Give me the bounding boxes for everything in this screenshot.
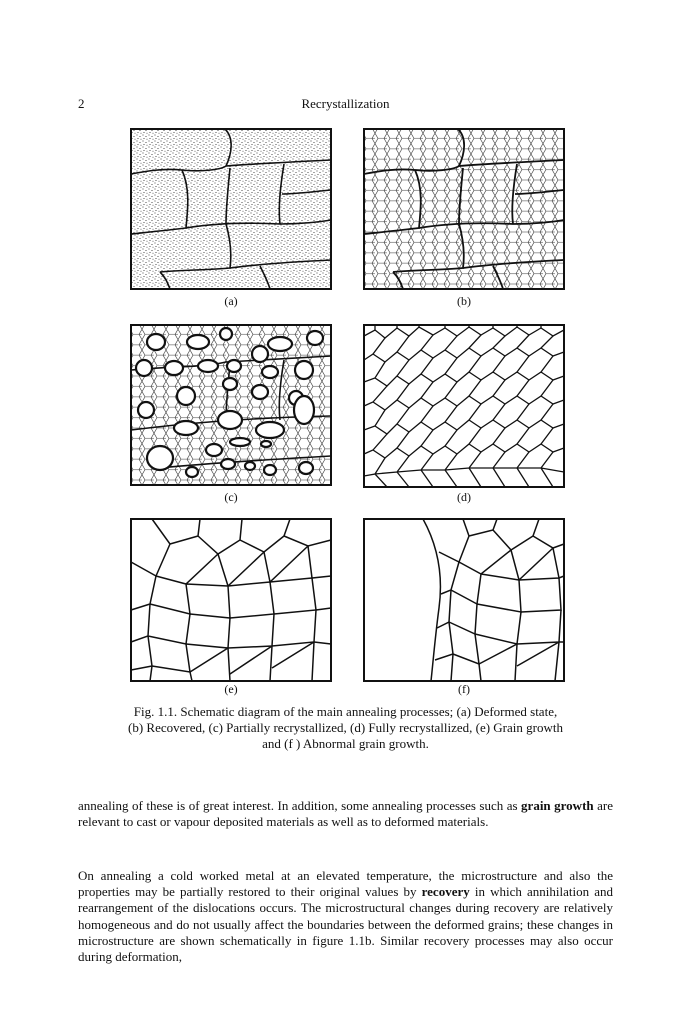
figure-panel-d [363, 324, 565, 488]
paragraph-1-text-b: are relevant to cast or vapour deposited materials as well as to deformed materials. [78, 798, 613, 830]
caption-line-3: and (f ) Abnormal grain growth. [262, 736, 429, 751]
page-header [78, 96, 613, 114]
panel-d-label: (d) [457, 490, 471, 504]
panel-f-label: (f) [458, 682, 470, 696]
term-recovery: recovery [421, 884, 470, 900]
caption-line-2: (b) Recovered, (c) Partially recrystallized, (d) Fully recrystallized, (e) Grain growth [128, 720, 563, 735]
figure-caption [82, 704, 609, 752]
figure-panel-c [130, 324, 332, 486]
paragraph-1-text-a: annealing of these is of great interest. In addition, some annealing processes such as [78, 798, 522, 813]
body-paragraph-1 [78, 798, 613, 830]
panel-c-label: (c) [224, 490, 238, 504]
body-paragraph-2 [78, 868, 613, 965]
panel-b-drawing [363, 128, 565, 290]
panel-d-drawing [363, 324, 565, 488]
term-grain-growth: grain growth [521, 798, 594, 813]
running-title: Recrystallization [301, 96, 390, 111]
paragraph-2-text-a: On annealing a cold worked metal at an elevated temperature, the microstructure and also the properties may be partially restored to their original values by [78, 868, 613, 900]
panel-a-drawing [130, 128, 332, 290]
panel-a-label: (a) [224, 294, 238, 308]
page-number: 2 [78, 96, 85, 111]
panel-f-drawing [363, 518, 565, 682]
panel-c-drawing [130, 324, 332, 486]
figure-panel-a [130, 128, 332, 290]
paragraph-2-text-b: in which annihilation and rearrangement of the dislocations occurs. The microstructural changes during recovery are relatively homogeneous and do not usually affect the boundaries between the deformed grains; these changes in microstructure are shown schematically in figure 1.1b. Similar recovery processes may also occur during deformation, [78, 884, 613, 965]
caption-line-1: Fig. 1.1. Schematic diagram of the main annealing processes; (a) Deformed state, [133, 704, 558, 719]
figure-panel-e [130, 518, 332, 682]
figure-panel-b [363, 128, 565, 290]
panel-b-label: (b) [457, 294, 471, 308]
figure-panel-f [363, 518, 565, 682]
panel-e-drawing [130, 518, 332, 682]
panel-e-label: (e) [224, 682, 238, 696]
